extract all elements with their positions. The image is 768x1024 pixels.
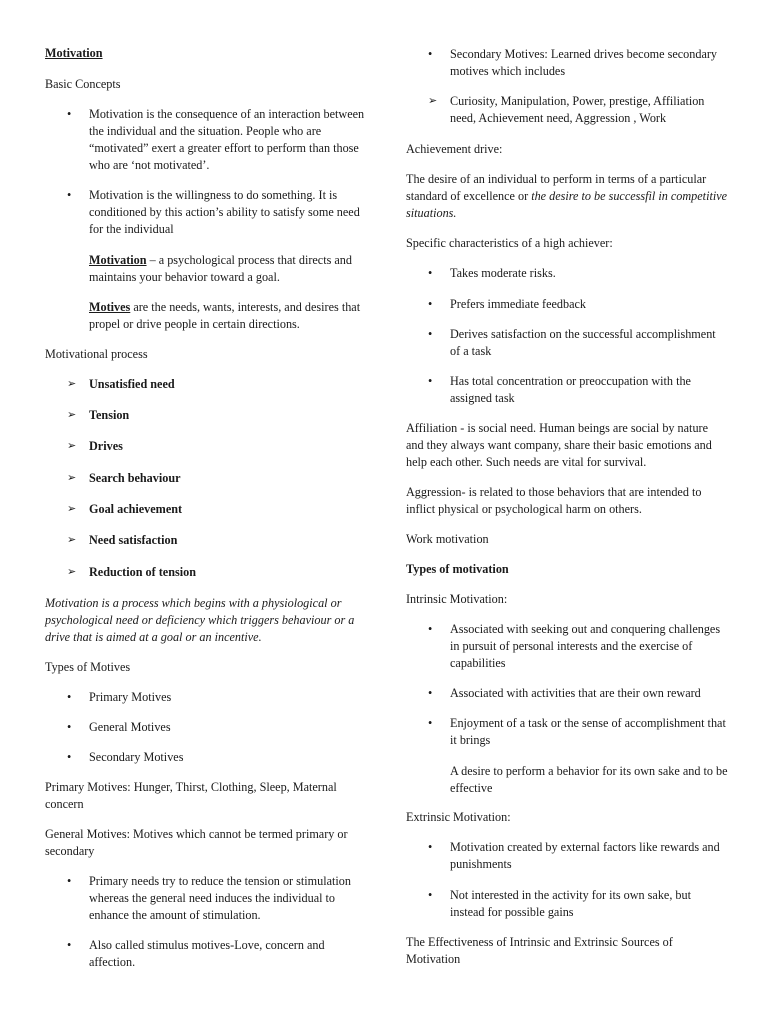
affiliation-text: Affiliation - is social need. Human beings are social by nature and they always want company, share their basic emotions and help each other. Such needs are vital for survival. — [406, 421, 712, 469]
intrinsic-extra-text: A desire to perform a behavior for its own sake and to be effective — [450, 764, 728, 795]
general-motives-text: General Motives: Motives which cannot be termed primary or secondary — [45, 827, 348, 858]
bullet-icon: • — [67, 938, 72, 952]
page-title: Motivation — [45, 46, 103, 60]
process-definition: Motivation is a process which begins with a physiological or psychological need or deficiency which triggers behaviour or a drive that is aimed at a goal or an incentive. — [45, 596, 355, 644]
list-item: • Motivation is the willingness to do something. It is conditioned by this action’s ability to satisfy some need for the individual — [67, 188, 360, 236]
bullet-icon: • — [67, 750, 72, 764]
list-item: • Derives satisfaction on the successful accomplishment of a task — [428, 327, 716, 358]
list-item: • Motivation is the consequence of an interaction between the individual and the situation. People who are “motivated” exert a greater effort to perform than those who are ‘not motivated’. — [67, 107, 365, 172]
bullet-icon: • — [428, 686, 433, 700]
bullet-icon: • — [428, 840, 433, 854]
arrow-icon: ➢ — [67, 378, 77, 390]
characteristics-heading: Specific characteristics of a high achiever: — [406, 236, 613, 250]
list-item: • Also called stimulus motives-Love, concern and affection. — [67, 938, 325, 969]
bullet-icon: • — [428, 327, 433, 341]
arrow-icon: ➢ — [67, 534, 77, 546]
motivation-definition: Motivation – a psychological process that directs and maintains your behavior toward a goal. — [89, 253, 352, 284]
list-item: ➢ Curiosity, Manipulation, Power, prestige, Affiliation need, Achievement need, Aggression , Work — [428, 94, 705, 125]
bullet-icon: • — [428, 47, 433, 61]
basic-concepts-heading: Basic Concepts — [45, 77, 121, 91]
process-heading: Motivational process — [45, 347, 148, 361]
bullet-icon: • — [428, 622, 433, 636]
achievement-text: The desire of an individual to perform in terms of a particular standard of excellence or the desire to be successfil in competitive situations. — [406, 172, 728, 220]
bullet-icon: • — [67, 107, 72, 121]
types-of-motives-heading: Types of Motives — [45, 660, 131, 674]
bullet-icon: • — [428, 888, 433, 902]
types-of-motivation-heading: Types of motivation — [406, 562, 509, 576]
achievement-heading: Achievement drive: — [406, 142, 503, 156]
motives-definition: Motives are the needs, wants, interests, and desires that propel or drive people in certain directions. — [89, 300, 361, 331]
list-item: • Not interested in the activity for its own sake, but instead for possible gains — [428, 888, 691, 919]
arrow-icon: ➢ — [428, 95, 438, 107]
bullet-icon: • — [428, 297, 433, 311]
extrinsic-heading: Extrinsic Motivation: — [406, 810, 511, 824]
list-item: • Primary needs try to reduce the tension or stimulation whereas the general need induces the individual to enhance the amount of stimulation. — [67, 874, 351, 922]
bullet-icon: • — [67, 690, 72, 704]
work-motivation-heading: Work motivation — [406, 532, 489, 546]
bullet-icon: • — [428, 266, 433, 280]
intrinsic-heading: Intrinsic Motivation: — [406, 592, 508, 606]
bullet-icon: • — [67, 720, 72, 734]
bullet-icon: • — [67, 188, 72, 202]
list-item: • Enjoyment of a task or the sense of accomplishment that it brings — [428, 716, 726, 747]
arrow-icon: ➢ — [67, 566, 77, 578]
bullet-icon: • — [428, 716, 433, 730]
bullet-icon: • — [428, 374, 433, 388]
bullet-icon: • — [67, 874, 72, 888]
primary-motives-text: Primary Motives: Hunger, Thirst, Clothing, Sleep, Maternal concern — [45, 780, 337, 811]
aggression-text: Aggression- is related to those behaviors that are intended to inflict physical or psychological harm on others. — [406, 485, 702, 516]
arrow-icon: ➢ — [67, 440, 77, 452]
list-item: • Motivation created by external factors like rewards and punishments — [428, 840, 720, 871]
list-item: • Secondary Motives: Learned drives become secondary motives which includes — [428, 47, 718, 78]
list-item: • Associated with seeking out and conquering challenges in pursuit of personal interests and the exercise of capabilities — [428, 622, 721, 670]
arrow-icon: ➢ — [67, 503, 77, 515]
effectiveness-heading: The Effectiveness of Intrinsic and Extrinsic Sources of Motivation — [406, 935, 673, 966]
list-item: • Has total concentration or preoccupation with the assigned task — [428, 374, 691, 405]
arrow-icon: ➢ — [67, 409, 77, 421]
document-page: Motivation Basic Concepts • Motivation is the consequence of an interaction between the individual and the situation. People who are “motivated” exert a greater effort to perform than those who are ‘not motivated’. • Motivation is the willingness to do something. It is conditioned by this action’s ability to satisfy some need for the individual Motivation – a psychological process that directs and maintains your behavior toward a goal. Motives are the needs, wants, interests, and desires that propel or drive people in certain directions. Motivational process ➢ Unsatisfied need ➢ Tension ➢ Drives ➢ Search behaviour ➢ Goal achievement ➢ Need satisfaction ➢ Reduction of tension Motivation is a process which begins with a physiological or psychological need or deficiency which triggers behaviour or a drive that is aimed at a goal or an incentive. Types of Motives • Primary Motives • General Motives • Secondary Motives Primary Motives: Hunger, Thirst, Clothing, Sleep, Maternal concern General Motives: Motives which cannot be termed primary or secondary • Primary needs try to reduce the tension or stimulation whereas the general need induces the individual to enhance the amount of stimulation. • Also called stimulus motives-Love, concern and affection. • Secondary Motives: Learned drives become secondary motives which includes ➢ Curiosity, Manipulation, Power, prestige, Affiliation need, Achievement need, Aggression , Work Achievement drive: The desire of an individual to perform in terms of a particular standard of excellence or the desire to be successfil in competitive situations. Specific characteristics of a high achiever: • Takes moderate risks. • Prefers immediate feedback • Derives satisfaction on the successful accomplishment of a task • Has total concentration or preoccupation with the assigned task Affiliation - is social need. Human beings are social by nature and they always want company, share their basic emotions and help each other. Such needs are vital for survival. Aggression- is related to those behaviors that are intended to inflict physical or psychological harm on others. Work motivation Types of motivation Intrinsic Motivation: • Associated with seeking out and conquering challenges in pursuit of personal interests and the exercise of capabilities • Associated with activities that are their own reward • Enjoyment of a task or the sense of accomplishment that it brings A desire to perform a behavior for its own sake and to be effective Extrinsic Motivation: • Motivation created by external factors like rewards and punishments • Not interested in the activity for its own sake, but instead for possible gains The Effectiveness of Intrinsic and Extrinsic Sources of Motivation — [45, 46, 728, 969]
arrow-icon: ➢ — [67, 472, 77, 484]
